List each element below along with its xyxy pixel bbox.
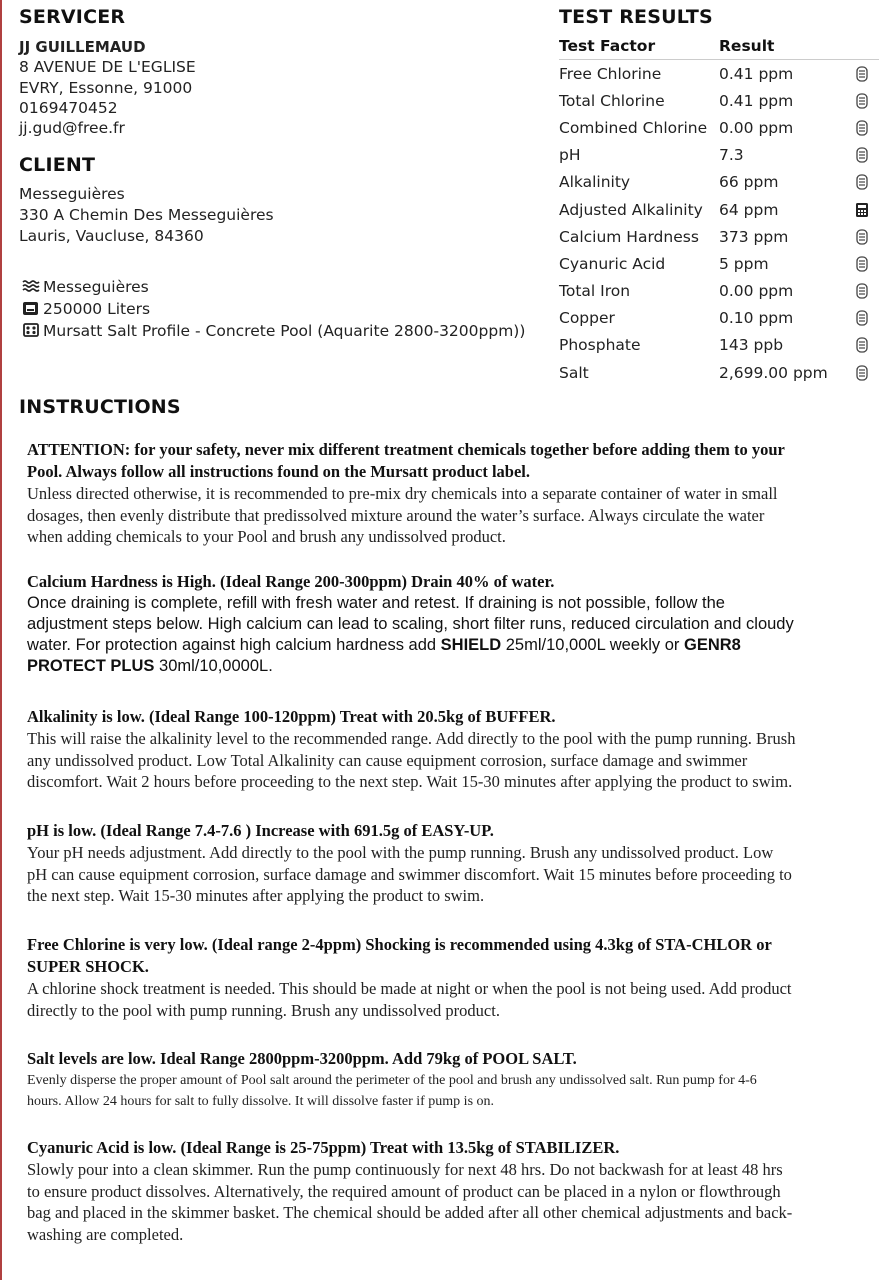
test-strip-icon[interactable] — [855, 337, 869, 353]
test-result-cell: 64 ppm — [719, 200, 779, 219]
attention-body-line: dosages, then evenly distribute that predissolved mixture around the water’s surface. Always circulate the water — [27, 505, 765, 525]
test-result-cell: 7.3 — [719, 146, 744, 165]
cya-block — [27, 1137, 859, 1245]
table-row — [559, 87, 879, 114]
test-strip-icon[interactable] — [855, 174, 869, 190]
test-factor-cell: pH — [559, 146, 581, 165]
pool-profile: Mursatt Salt Profile - Concrete Pool (Aquarite 2800-3200ppm)) — [43, 322, 526, 340]
test-strip-icon[interactable] — [855, 283, 869, 299]
test-factor-cell: Total Chlorine — [559, 91, 665, 110]
test-factor-cell: Salt — [559, 363, 589, 382]
test-result-cell: 0.00 ppm — [719, 282, 794, 301]
pool-profile-row — [22, 321, 525, 341]
table-row — [559, 359, 879, 386]
test-strip-icon[interactable] — [855, 66, 869, 82]
test-factor-cell: Phosphate — [559, 336, 641, 355]
test-results-table — [559, 37, 879, 386]
table-row — [559, 223, 879, 250]
calcium-text: water. For protection against high calcium hardness add — [27, 636, 441, 654]
table-row — [559, 142, 879, 169]
chlorine-title-line: SUPER SHOCK. — [27, 957, 149, 976]
calculator-icon[interactable] — [855, 202, 869, 218]
test-strip-icon[interactable] — [855, 310, 869, 326]
test-strip-icon[interactable] — [855, 120, 869, 136]
client-city: Lauris, Vaucluse, 84360 — [19, 227, 204, 245]
pool-name-row — [22, 277, 149, 297]
ph-body-line: the next step. Wait 15-30 minutes after applying the product to swim. — [27, 886, 485, 905]
client-name: Messeguières — [19, 185, 125, 203]
chlorine-body-line: directly to the pool with pump running. Brush any undissolved product. — [27, 1000, 500, 1020]
volume-icon — [22, 300, 40, 316]
test-factor-cell: Calcium Hardness — [559, 227, 699, 246]
test-factor-cell: Cyanuric Acid — [559, 254, 666, 273]
calcium-block — [27, 571, 859, 677]
chlorine-body-line: A chlorine shock treatment is needed. This should be made at night or when the pool is not being used. Add product — [27, 979, 792, 998]
instructions-heading: INSTRUCTIONS — [19, 396, 181, 418]
test-result-cell: 373 ppm — [719, 227, 789, 246]
table-row — [559, 305, 879, 332]
pool-volume: 250000 Liters — [43, 300, 151, 318]
ph-body-line: Your pH needs adjustment. Add directly to the pool with the pump running. Brush any undissolved product. Low — [27, 843, 774, 862]
client-heading: CLIENT — [19, 154, 96, 176]
test-result-cell: 2,699.00 ppm — [719, 363, 828, 382]
table-row — [559, 60, 879, 87]
alkalinity-body-line: This will raise the alkalinity level to the recommended range. Add directly to the pool with the pump running. Brush — [27, 729, 796, 748]
test-result-cell: 0.41 ppm — [719, 91, 794, 110]
servicer-email[interactable]: jj.gud@free.fr — [19, 119, 125, 137]
alkalinity-title: Alkalinity is low. (Ideal Range 100-120ppm) Treat with 20.5kg of BUFFER. — [27, 707, 556, 726]
alkalinity-body-line: discomfort. Wait 2 hours before proceeding to the next step. Wait 15-30 minutes after applying the product to swim. — [27, 772, 793, 791]
salt-body-line: hours. Allow 24 hours for salt to fully dissolve. It will dissolve faster if pump is on. — [27, 1094, 495, 1109]
calcium-body-line — [27, 656, 859, 677]
test-strip-icon[interactable] — [855, 256, 869, 272]
calcium-body-line: adjustment steps below. High calcium can lead to scaling, short filter runs, reduced circulation and cloudy — [27, 615, 794, 633]
salt-block — [27, 1048, 859, 1112]
test-results-heading: TEST RESULTS — [559, 6, 713, 28]
col-header-factor: Test Factor — [559, 37, 656, 55]
test-factor-cell: Copper — [559, 309, 615, 328]
test-factor-cell: Free Chlorine — [559, 64, 662, 83]
attention-block — [27, 439, 859, 548]
ph-block — [27, 820, 859, 907]
servicer-heading: SERVICER — [19, 6, 126, 28]
salt-title: Salt levels are low. Ideal Range 2800ppm-3200ppm. Add 79kg of POOL SALT. — [27, 1049, 577, 1068]
table-row — [559, 114, 879, 141]
test-factor-cell: Alkalinity — [559, 173, 631, 192]
table-row — [559, 278, 879, 305]
chlorine-block — [27, 934, 859, 1021]
calcium-body-line — [27, 635, 859, 656]
cya-body-line: bag and placed in the skimmer basket. The chemical should be added after all other chemical adjustments and back- — [27, 1203, 793, 1222]
salt-body-line: Evenly disperse the proper amount of Pool salt around the perimeter of the pool and brush any undissolved salt. Run pump for 4-6 — [27, 1073, 757, 1088]
profile-icon — [22, 322, 40, 338]
shield-product: SHIELD — [440, 636, 502, 654]
test-strip-icon[interactable] — [855, 365, 869, 381]
alkalinity-body-line: any undissolved product. Low Total Alkalinity can cause equipment corrosion, surface damage and swimmer — [27, 750, 748, 770]
table-row — [559, 250, 879, 277]
cya-title: Cyanuric Acid is low. (Ideal Range is 25-75ppm) Treat with 13.5kg of STABILIZER. — [27, 1138, 620, 1157]
test-result-cell: 0.00 ppm — [719, 118, 794, 137]
test-factor-cell: Combined Chlorine — [559, 118, 708, 137]
attention-title-line: Pool. Always follow all instructions found on the Mursatt product label. — [27, 462, 530, 481]
test-factor-cell: Total Iron — [559, 282, 631, 301]
test-result-cell: 66 ppm — [719, 173, 779, 192]
water-waves-icon — [22, 278, 40, 294]
calcium-title: Calcium Hardness is High. (Ideal Range 200-300ppm) Drain 40% of water. — [27, 572, 555, 591]
table-row — [559, 196, 879, 223]
cya-body-line: washing are completed. — [27, 1224, 184, 1244]
attention-title-line: ATTENTION: for your safety, never mix different treatment chemicals together before adding them to your — [27, 440, 785, 459]
protect-plus-product: PROTECT PLUS — [27, 657, 155, 675]
test-result-cell: 143 ppb — [719, 336, 784, 355]
alkalinity-block — [27, 706, 859, 793]
client-address: 330 A Chemin Des Messeguières — [19, 206, 274, 224]
servicer-name: JJ GUILLEMAUD — [19, 38, 146, 56]
ph-title: pH is low. (Ideal Range 7.4-7.6 ) Increase with 691.5g of EASY-UP. — [27, 821, 494, 840]
test-strip-icon[interactable] — [855, 147, 869, 163]
pool-name: Messeguières — [43, 278, 149, 296]
table-row — [559, 332, 879, 359]
page-left-border — [0, 0, 2, 1280]
test-result-cell: 0.10 ppm — [719, 309, 794, 328]
servicer-address: 8 AVENUE DE L'EGLISE — [19, 58, 196, 76]
servicer-city: EVRY, Essonne, 91000 — [19, 79, 193, 97]
genr8-product: GENR8 — [684, 636, 741, 654]
test-factor-cell: Adjusted Alkalinity — [559, 200, 703, 219]
cya-body-line: Slowly pour into a clean skimmer. Run the pump continuously for next 48 hrs. Do not backwash for at least 48 hrs — [27, 1160, 783, 1179]
pool-volume-row — [22, 299, 150, 319]
attention-body-line: when adding chemicals to your Pool and brush any undissolved product. — [27, 527, 506, 546]
ph-body-line: pH can cause equipment corrosion, surface damage and swimmer discomfort. Wait 15 minutes before proceeding to — [27, 864, 792, 884]
cya-body-line: to ensure product dissolves. Alternatively, the required amount of product can be placed in a nylon or flowthrough — [27, 1181, 781, 1201]
test-result-cell: 5 ppm — [719, 254, 769, 273]
test-strip-icon[interactable] — [855, 229, 869, 245]
servicer-phone: 0169470452 — [19, 99, 118, 117]
test-strip-icon[interactable] — [855, 93, 869, 109]
test-result-cell: 0.41 ppm — [719, 64, 794, 83]
calcium-text: 30ml/10,0000L. — [154, 657, 273, 675]
table-body — [559, 60, 879, 386]
chlorine-title-line: Free Chlorine is very low. (Ideal range 2-4ppm) Shocking is recommended using 4.3kg of STA-CHLOR or — [27, 935, 772, 954]
table-row — [559, 169, 879, 196]
table-header — [559, 37, 879, 60]
calcium-body-line: Once draining is complete, refill with fresh water and retest. If draining is not possible, follow the — [27, 594, 725, 612]
calcium-text: 25ml/10,000L weekly or — [501, 636, 684, 654]
attention-body-line: Unless directed otherwise, it is recommended to pre-mix dry chemicals into a separate container of water in small — [27, 484, 778, 503]
col-header-result: Result — [719, 37, 775, 55]
